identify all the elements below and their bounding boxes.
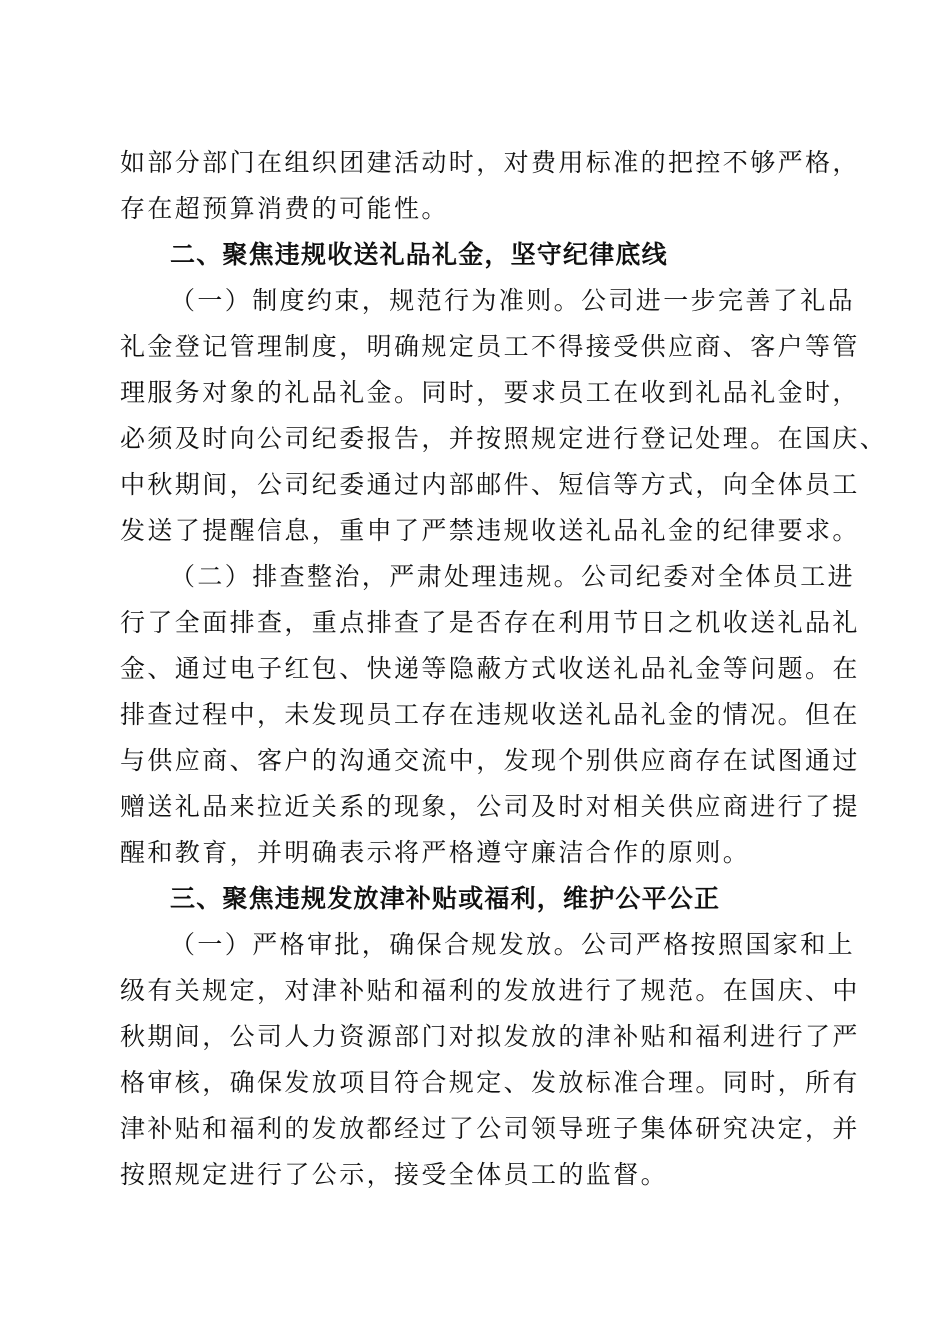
paragraph-line: 中秋期间，公司纪委通过内部邮件、短信等方式，向全体员工: [120, 470, 860, 499]
paragraph-line: 格审核，确保发放项目符合规定、发放标准合理。同时，所有: [120, 1068, 860, 1097]
paragraph-line: 如部分部门在组织团建活动时，对费用标准的把控不够严格，: [120, 148, 860, 177]
paragraph-line: 醒和教育，并明确表示将严格遵守廉洁合作的原则。: [120, 838, 751, 867]
paragraph-line: 赠送礼品来拉近关系的现象，公司及时对相关供应商进行了提: [120, 792, 860, 821]
paragraph-line: 津补贴和福利的发放都经过了公司领导班子集体研究决定，并: [120, 1114, 860, 1143]
paragraph-line: （二）排查整治，严肃处理违规。公司纪委对全体员工进: [170, 562, 856, 591]
paragraph-line: 礼金登记管理制度，明确规定员工不得接受供应商、客户等管: [120, 332, 860, 361]
paragraph-line: 排查过程中，未发现员工存在违规收送礼品礼金的情况。但在: [120, 700, 860, 729]
paragraph-line: 存在超预算消费的可能性。: [120, 194, 449, 223]
paragraph-line: 理服务对象的礼品礼金。同时，要求员工在收到礼品礼金时，: [120, 378, 860, 407]
document-page: [120, 140, 888, 1198]
paragraph-line: 必须及时向公司纪委报告，并按照规定进行登记处理。在国庆、: [120, 424, 888, 453]
paragraph-line: （一）严格审批，确保合规发放。公司严格按照国家和上: [170, 930, 856, 959]
section-heading-3: 三、聚焦违规发放津补贴或福利，维护公平公正: [170, 884, 721, 913]
paragraph-line: 金、通过电子红包、快递等隐蔽方式收送礼品礼金等问题。在: [120, 654, 860, 683]
paragraph-line: 发送了提醒信息，重申了严禁违规收送礼品礼金的纪律要求。: [120, 516, 860, 545]
paragraph-line: 秋期间，公司人力资源部门对拟发放的津补贴和福利进行了严: [120, 1022, 860, 1051]
paragraph-line: （一）制度约束，规范行为准则。公司进一步完善了礼品: [170, 286, 856, 315]
section-heading-2: 二、聚焦违规收送礼品礼金，坚守纪律底线: [170, 240, 668, 269]
paragraph-line: 行了全面排查，重点排查了是否存在利用节日之机收送礼品礼: [120, 608, 860, 637]
paragraph-line: 级有关规定，对津补贴和福利的发放进行了规范。在国庆、中: [120, 976, 860, 1005]
paragraph-line: 与供应商、客户的沟通交流中，发现个别供应商存在试图通过: [120, 746, 860, 775]
paragraph-line: 按照规定进行了公示，接受全体员工的监督。: [120, 1160, 669, 1189]
